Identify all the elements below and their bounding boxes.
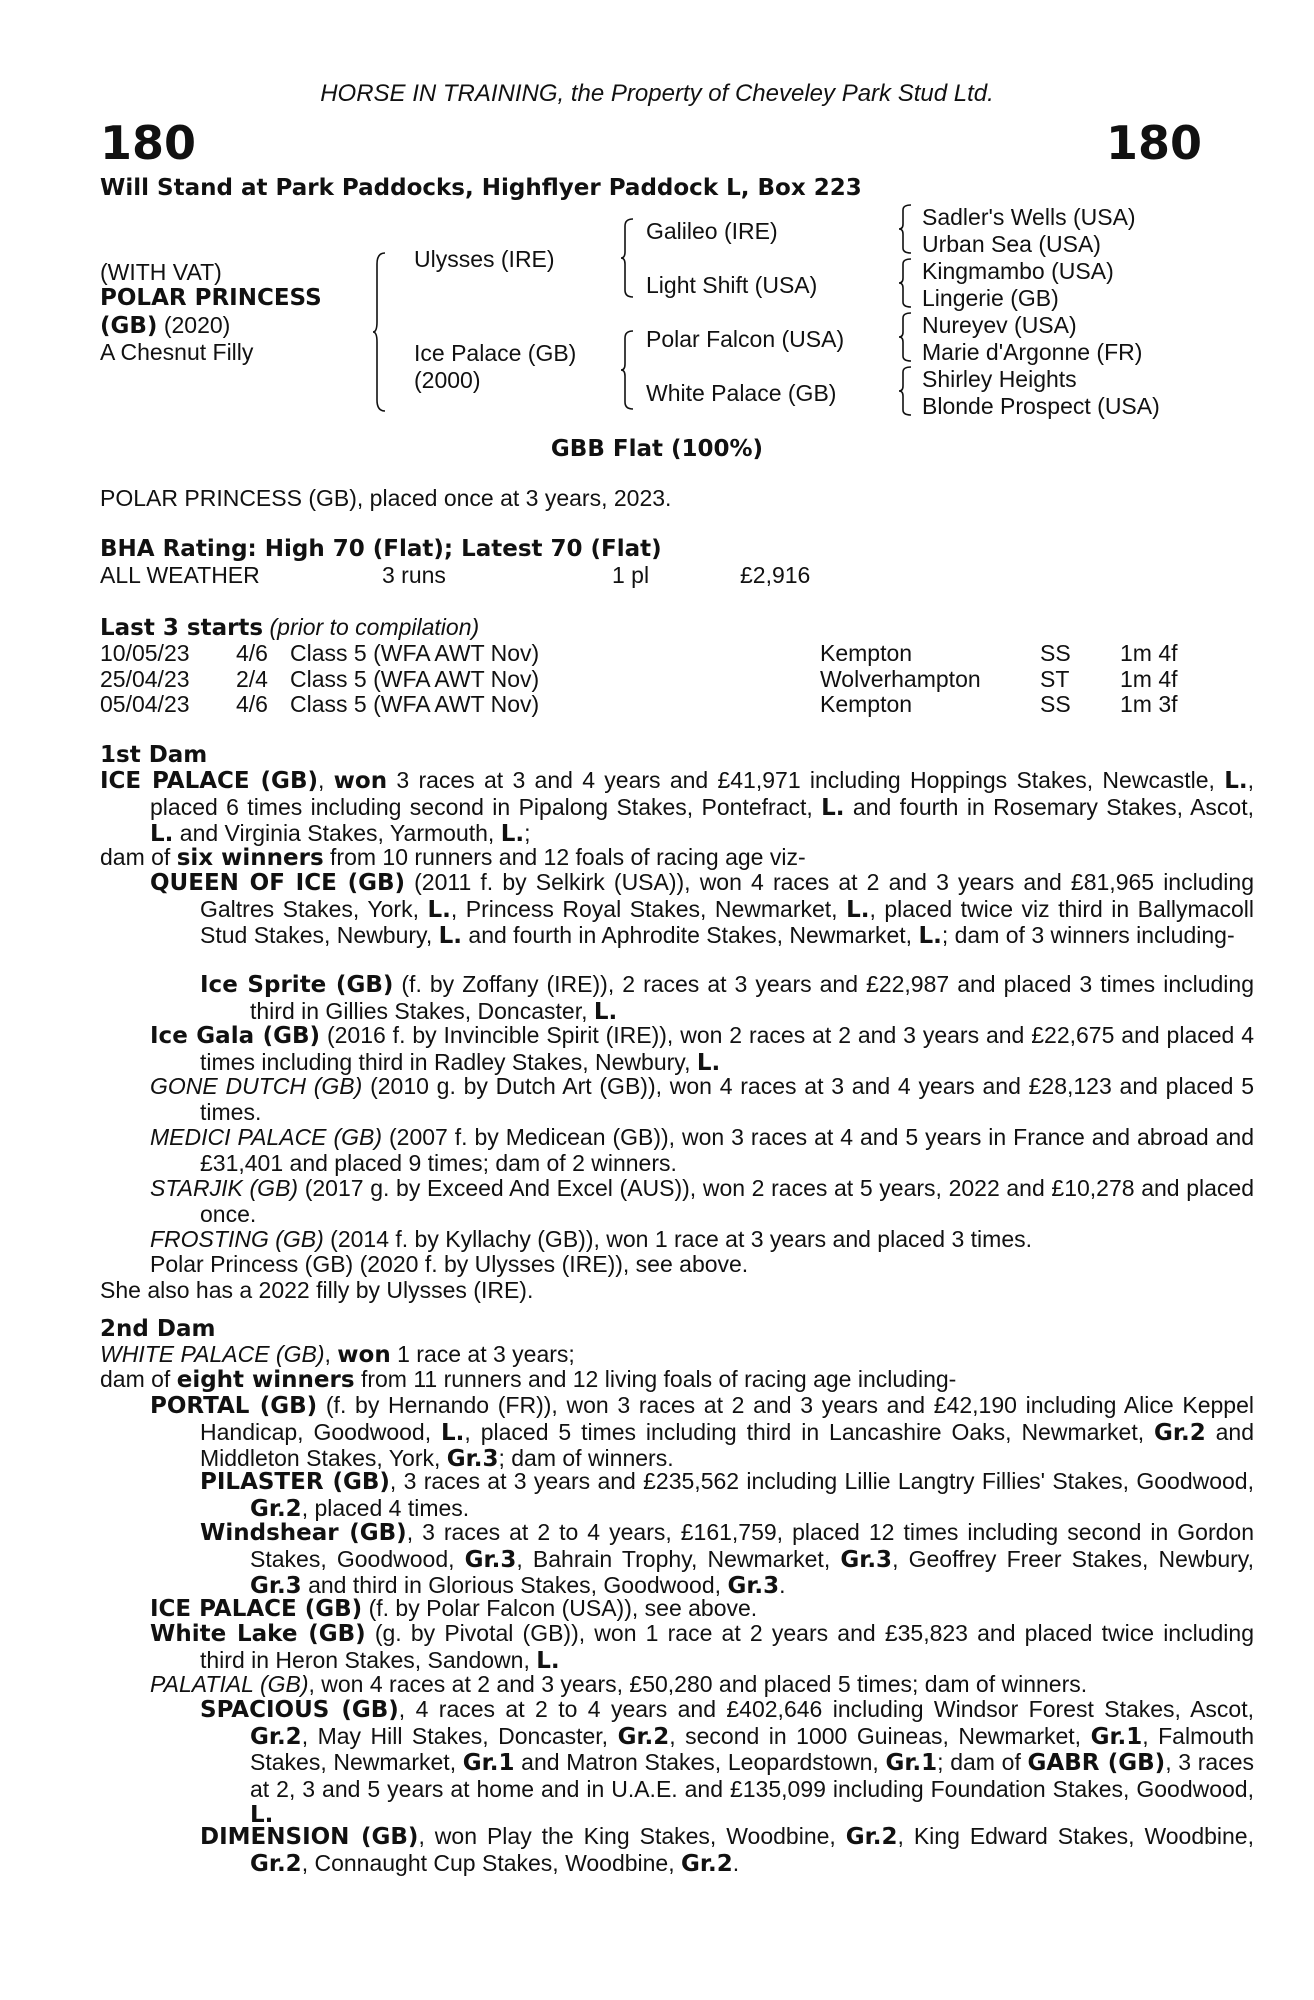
great-granddam-4: Lingerie (GB) xyxy=(922,285,1059,311)
produce-dimension: DIMENSION (GB), won Play the King Stakes, Woodbine, Gr.2, King Edward Stakes, Woodbine, Gr.2, Connaught Cup Stakes, Woodbine, Gr.2. xyxy=(200,1823,1254,1877)
great-grandsire-7: Shirley Heights xyxy=(922,366,1077,392)
great-granddam-6: Marie d'Argonne (FR) xyxy=(922,339,1143,365)
placings: 1 pl xyxy=(612,562,650,588)
great-granddam-8: Blonde Prospect (USA) xyxy=(922,393,1160,419)
start-going: SS xyxy=(1040,691,1071,717)
lot-number-left: 180 xyxy=(100,116,197,170)
horse-summary: POLAR PRINCESS (GB), placed once at 3 years, 2023. xyxy=(100,485,672,511)
start-going: SS xyxy=(1040,640,1071,666)
second-dam-record: WHITE PALACE (GB), won 1 race at 3 years; xyxy=(100,1341,575,1368)
first-dam-heading: 1st Dam xyxy=(100,742,208,768)
start-date: 10/05/23 xyxy=(100,640,190,666)
great-grandsire-3: Kingmambo (USA) xyxy=(922,258,1114,284)
second-dam-produce-summary: dam of eight winners from 11 runners and 12 living foals of racing age including- xyxy=(100,1366,957,1393)
first-dam-also: She also has a 2022 filly by Ulysses (IRE). xyxy=(100,1277,534,1303)
bha-record-row xyxy=(100,562,1200,588)
dam-dam: White Palace (GB) xyxy=(646,380,837,406)
first-dam-record: ICE PALACE (GB), won 3 races at 3 and 4 years and £41,971 including Hoppings Stakes, Newcastle, L., placed 6 times including second in Pipalong Stakes, Pontefract, L. and fourth in Rosemary Stakes, Ascot, L. and Virginia Stakes, Yarmouth, L.; xyxy=(100,767,1254,847)
pedigree-brace-3a xyxy=(898,204,912,254)
dam-year: (2000) xyxy=(414,367,481,393)
start-course: Kempton xyxy=(820,691,913,717)
horse-name: POLAR PRINCESS xyxy=(100,285,322,311)
start-race: Class 5 (WFA AWT Nov) xyxy=(290,691,540,717)
start-course: Kempton xyxy=(820,640,913,666)
start-pos: 4/6 xyxy=(236,640,268,666)
bha-rating: BHA Rating: High 70 (Flat); Latest 70 (Flat) xyxy=(100,536,662,562)
start-date: 05/04/23 xyxy=(100,691,190,717)
great-grandsire-1: Sadler's Wells (USA) xyxy=(922,204,1136,230)
start-dist: 1m 3f xyxy=(1120,691,1178,717)
start-pos: 2/4 xyxy=(236,665,268,692)
produce-palatial: PALATIAL (GB), won 4 races at 2 and 3 years, £50,280 and placed 5 times; dam of winners. xyxy=(150,1671,1088,1697)
vat-note: (WITH VAT) xyxy=(100,259,222,285)
stable-location: Will Stand at Park Paddocks, Highflyer Paddock L, Box 223 xyxy=(100,175,862,201)
start-dist: 1m 4f xyxy=(1120,665,1178,692)
catalogue-header: HORSE IN TRAINING, the Property of Cheveley Park Stud Ltd. xyxy=(320,80,994,107)
horse-country-year: (GB) (2020) xyxy=(100,312,231,339)
produce-starjik: STARJIK (GB) (2017 g. by Exceed And Excel (AUS)), won 2 races at 5 years, 2022 and £10,278 and placed once. xyxy=(150,1175,1254,1227)
dam-sire: Polar Falcon (USA) xyxy=(646,326,845,352)
produce-windshear: Windshear (GB), 3 races at 2 to 4 years, £161,759, placed 12 times including second in Gordon Stakes, Goodwood, Gr.3, Bahrain Trophy, Newmarket, Gr.3, Geoffrey Freer Stakes, Newbury, Gr.3 and third in Glorious Stakes, Goodwood, Gr.3. xyxy=(200,1519,1254,1599)
produce-polar-princess: Polar Princess (GB) (2020 f. by Ulysses (IRE)), see above. xyxy=(150,1251,749,1277)
gbb-rating: GBB Flat (100%) xyxy=(550,436,764,462)
horse-description: A Chesnut Filly xyxy=(100,339,254,365)
first-dam-produce-summary: dam of six winners from 10 runners and 12 foals of racing age viz- xyxy=(100,844,806,871)
pedigree-brace-3d xyxy=(898,366,912,416)
start-date: 25/04/23 xyxy=(100,665,190,692)
start-going: ST xyxy=(1040,665,1070,692)
produce-gone-dutch: GONE DUTCH (GB) (2010 g. by Dutch Art (GB)), won 4 races at 3 and 4 years and £28,123 and placed 5 times. xyxy=(150,1073,1255,1125)
earnings: £2,916 xyxy=(740,562,811,588)
produce-medici-palace: MEDICI PALACE (GB) (2007 f. by Medicean (GB)), won 3 races at 4 and 5 years in France and abroad and £31,401 and placed 9 times; dam of 2 winners. xyxy=(150,1124,1254,1176)
pedigree-brace-3c xyxy=(898,312,912,362)
produce-pilaster: PILASTER (GB), 3 races at 3 years and £235,562 including Lillie Langtry Fillies' Stakes, Goodwood, Gr.2, placed 4 times. xyxy=(200,1468,1254,1522)
start-row xyxy=(100,691,1200,717)
produce-ice-sprite: Ice Sprite (GB) (f. by Zoffany (IRE)), 2 races at 3 years and £22,987 and placed 3 times including third in Gillies Stakes, Doncaster, L. xyxy=(200,971,1254,1025)
produce-queen-of-ice: QUEEN OF ICE (GB) (2011 f. by Selkirk (USA)), won 4 races at 2 and 3 years and £81,965 including Galtres Stakes, York, L., Princess Royal Stakes, Newmarket, L., placed twice viz third in Ballymacoll Stud Stakes, Newbury, L. and fourth in Aphrodite Stakes, Newmarket, L.; dam of 3 winners including- xyxy=(150,869,1255,949)
sire-dam: Light Shift (USA) xyxy=(646,272,818,298)
lot-number-right: 180 xyxy=(1105,116,1202,170)
start-pos: 4/6 xyxy=(236,691,268,717)
produce-spacious: SPACIOUS (GB), 4 races at 2 to 4 years and £402,646 including Windsor Forest Stakes, Ascot, Gr.2, May Hill Stakes, Doncaster, Gr.2, second in 1000 Guineas, Newmarket, Gr.1, Falmouth Stakes, Newmarket, Gr.1 and Matron Stakes, Leopardstown, Gr.1; dam of GABR (GB), 3 races at 2, 3 and 5 years at home and in U.A.E. and £135,099 including Foundation Stakes, Goodwood, L. xyxy=(200,1696,1255,1828)
dam: Ice Palace (GB) xyxy=(414,340,577,366)
produce-ice-palace: ICE PALACE (GB) (f. by Polar Falcon (USA)), see above. xyxy=(150,1595,758,1622)
start-race: Class 5 (WFA AWT Nov) xyxy=(290,665,540,692)
pedigree-brace-3b xyxy=(898,258,912,308)
great-grandsire-5: Nureyev (USA) xyxy=(922,312,1077,338)
pedigree-brace-1 xyxy=(372,252,386,412)
pedigree-brace-2a xyxy=(620,218,634,298)
produce-white-lake: White Lake (GB) (g. by Pivotal (GB)), won 1 race at 2 years and £35,823 and placed twice including third in Heron Stakes, Sandown, L. xyxy=(150,1620,1254,1674)
start-dist: 1m 4f xyxy=(1120,640,1178,666)
start-race: Class 5 (WFA AWT Nov) xyxy=(290,640,540,666)
sire-sire: Galileo (IRE) xyxy=(646,218,778,244)
start-row xyxy=(100,640,1200,666)
surface: ALL WEATHER xyxy=(100,562,260,588)
sire: Ulysses (IRE) xyxy=(414,246,555,272)
produce-ice-gala: Ice Gala (GB) (2016 f. by Invincible Spirit (IRE)), won 2 races at 2 and 3 years and £22,675 and placed 4 times including third in Radley Stakes, Newbury, L. xyxy=(150,1022,1255,1076)
pedigree-brace-2b xyxy=(620,330,634,410)
second-dam-heading: 2nd Dam xyxy=(100,1316,216,1342)
great-granddam-2: Urban Sea (USA) xyxy=(922,231,1101,257)
runs: 3 runs xyxy=(382,562,446,588)
last-starts-title: Last 3 starts (prior to compilation) xyxy=(100,614,480,641)
start-row xyxy=(100,666,1200,692)
produce-frosting: FROSTING (GB) (2014 f. by Kyllachy (GB)), won 1 race at 3 years and placed 3 times. xyxy=(150,1226,1032,1252)
produce-portal: PORTAL (GB) (f. by Hernando (FR)), won 3 races at 2 and 3 years and £42,190 including Alice Keppel Handicap, Goodwood, L., placed 5 times including third in Lancashire Oaks, Newmarket, Gr.2 and Middleton Stakes, York, Gr.3; dam of winners. xyxy=(150,1392,1254,1472)
start-course: Wolverhampton xyxy=(820,665,981,692)
